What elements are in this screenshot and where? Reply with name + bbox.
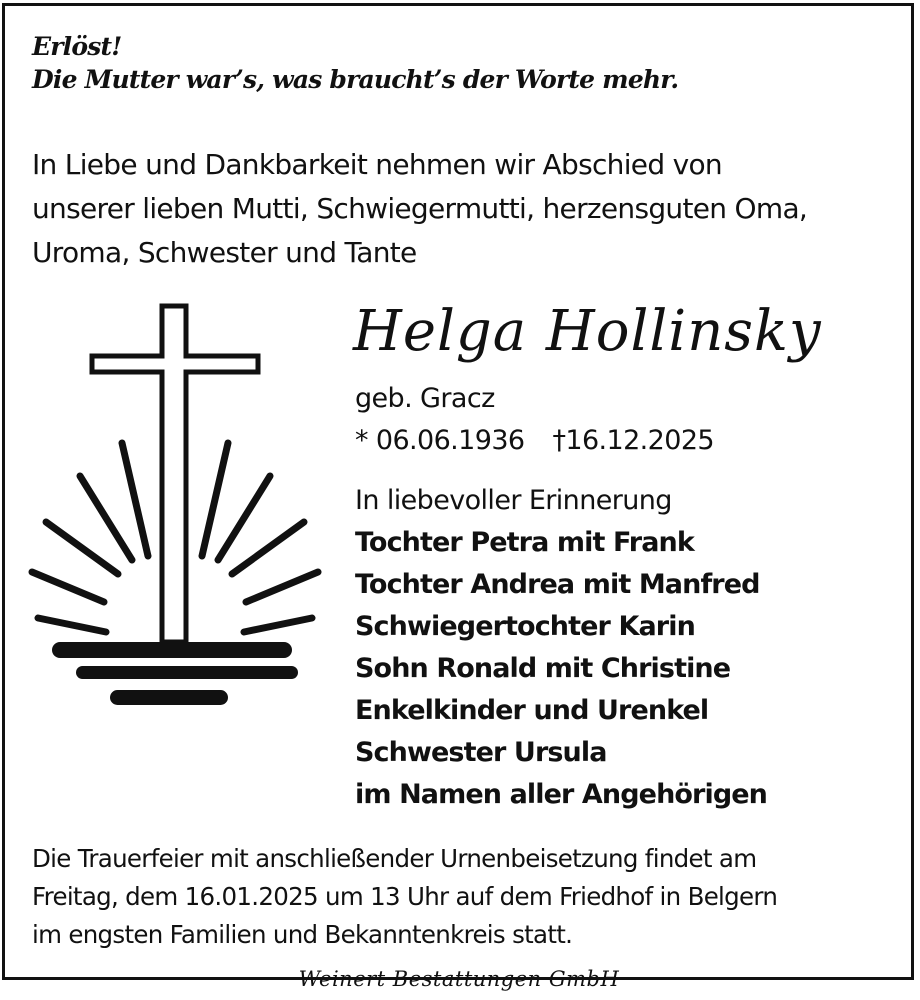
funeral-info-line-1: Die Trauerfeier mit anschließender Urnenbeisetzung findet am: [32, 844, 757, 873]
birth-date: * 06.06.1936: [355, 425, 525, 456]
motto-line-1: Erlöst!: [32, 32, 122, 61]
intro-line-2: unserer lieben Mutti, Schwiegermutti, herzensguten Oma,: [32, 192, 808, 225]
family-member: Schwester Ursula: [355, 737, 607, 768]
motto: [32, 30, 678, 96]
ray: [122, 443, 148, 556]
family-member: Tochter Petra mit Frank: [355, 527, 694, 558]
deceased-name: Helga Hollinsky: [353, 299, 822, 364]
intro-line-3: Uroma, Schwester und Tante: [32, 236, 417, 269]
ray: [46, 522, 118, 574]
ray: [244, 618, 312, 632]
family-member: Tochter Andrea mit Manfred: [355, 569, 760, 600]
life-dates: [355, 420, 714, 462]
footer-rule-left: [230, 977, 286, 980]
wave: [76, 666, 298, 679]
family-list: [355, 480, 767, 816]
wave: [52, 642, 292, 658]
ray: [218, 476, 270, 560]
intro-line-1: In Liebe und Dankbarkeit nehmen wir Abschied von: [32, 148, 722, 181]
ray: [246, 572, 318, 602]
deceased-details: [355, 378, 714, 462]
family-member: im Namen aller Angehörigen: [355, 779, 767, 810]
maiden-name: geb. Gracz: [355, 383, 495, 414]
funeral-info-line-2: Freitag, dem 16.01.2025 um 13 Uhr auf dem Friedhof in Belgern: [32, 882, 778, 911]
family-member: Schwiegertochter Karin: [355, 611, 695, 642]
ray: [32, 572, 104, 602]
footer-rule-right: [630, 977, 686, 980]
funeral-info-line-3: im engsten Familien und Bekanntenkreis statt.: [32, 920, 573, 949]
cross-outline: [92, 306, 258, 642]
ray: [80, 476, 132, 560]
family-heading: In liebevoller Erinnerung: [355, 485, 672, 516]
intro-text: [32, 143, 902, 275]
undertaker-name: Weinert Bestattungen GmbH: [298, 967, 620, 991]
cross-sunrise-waves-icon: [26, 298, 326, 718]
death-date: †16.12.2025: [552, 425, 714, 456]
funeral-info: [32, 840, 777, 954]
undertaker-footer: [0, 962, 920, 1000]
wave: [110, 690, 228, 705]
family-member: Enkelkinder und Urenkel: [355, 695, 709, 726]
ray: [232, 522, 304, 574]
ray: [38, 618, 106, 632]
motto-line-2: Die Mutter war’s, was braucht’s der Worte mehr.: [32, 65, 679, 94]
family-member: Sohn Ronald mit Christine: [355, 653, 731, 684]
ray: [202, 443, 228, 556]
